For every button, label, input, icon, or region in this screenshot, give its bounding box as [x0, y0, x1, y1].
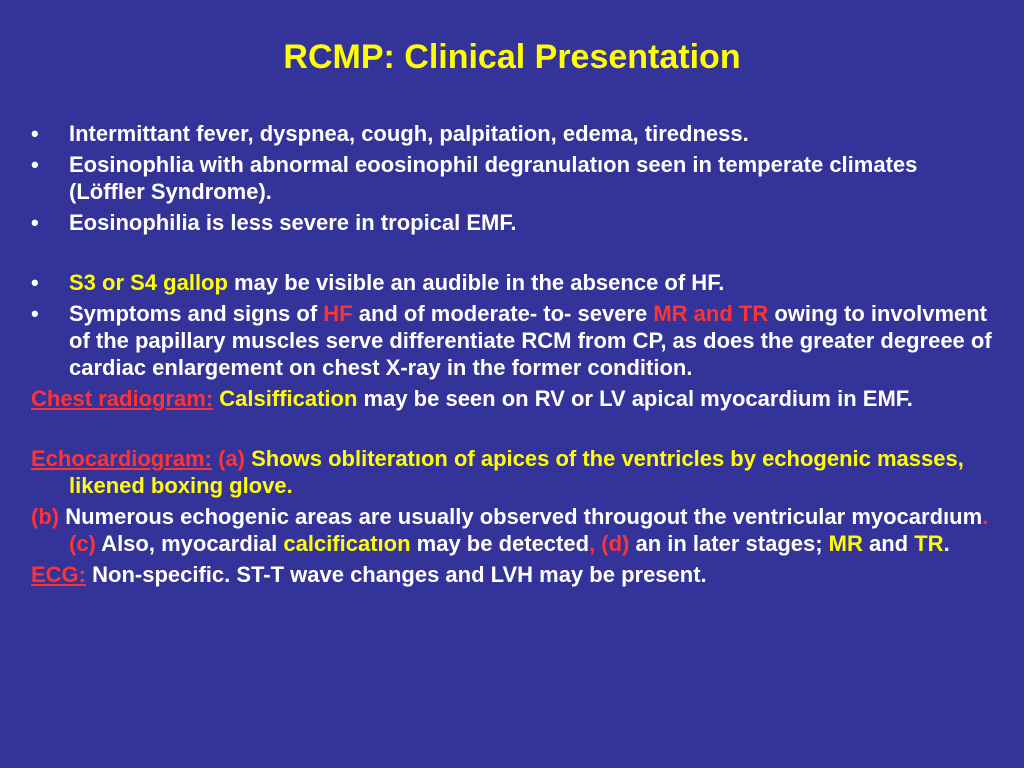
chest-radiogram-paragraph [31, 385, 996, 412]
gallop-text: may be visible an audible in the absence of HF. [227, 270, 725, 295]
gallop-highlight: S3 or S4 gallop [69, 270, 228, 295]
echo-finding-b: Numerous echogenic areas are usually observed througout the ventricular myocardıum [59, 504, 983, 529]
echo-finding-c: Also, myocardial [95, 531, 284, 556]
bullet-differentiation [31, 300, 996, 381]
diff-text-b: and of moderate- to- severe [352, 301, 654, 326]
mr-tr-highlight: MR and TR [653, 301, 769, 326]
diff-text-a: Symptoms and signs of [69, 301, 324, 326]
chest-radiogram-label: Chest radiogram: [31, 386, 214, 411]
calcification-echo-highlight: calcificatıon [283, 531, 411, 556]
echo-end: . [943, 531, 950, 556]
echo-marker-d: , (d) [589, 531, 630, 556]
tr-highlight: TR [914, 531, 944, 556]
echo-marker-c: . (c) [69, 504, 989, 556]
bullet-gallop [31, 269, 996, 296]
slide-body [31, 120, 996, 588]
echocardiogram-paragraph [31, 445, 996, 499]
bullet-symptoms [31, 120, 996, 147]
diff-text-c: owing to involvment of the papillary muscles serve differentiate RCM from CP, as does the greater degreee of cardiac enlargement on chest X-ray in the former condition. [69, 301, 992, 380]
mr-highlight: MR [828, 531, 863, 556]
echo-findings-bcd [31, 503, 996, 557]
bullet-symptoms-text: Intermittant fever, dyspnea, cough, palpitation, edema, tiredness. [69, 121, 749, 146]
bullet-eosinophilia-tropical [31, 209, 996, 236]
echocardiogram-label: Echocardiogram: [31, 446, 212, 471]
echo-finding-c-rest: may be detected [410, 531, 590, 556]
hf-highlight: HF [323, 301, 353, 326]
ecg-text: Non-specific. ST-T wave changes and LVH may be present. [86, 562, 707, 587]
echo-finding-a: Shows obliteratıon of apices of the ventricles by echogenic masses, likened boxing glove. [69, 446, 964, 498]
bullet-eosinophilia-temperate-text: Eosinophlia with abnormal eoosinophil degranulatıon seen in temperate climates (Löffler Syndrome). [69, 152, 918, 204]
ecg-paragraph [31, 561, 996, 588]
bullet-eosinophilia-tropical-text: Eosinophilia is less severe in tropical EMF. [69, 210, 517, 235]
echo-marker-b: (b) [31, 504, 60, 529]
bullet-eosinophilia-temperate [31, 151, 996, 205]
ecg-label: ECG: [31, 562, 86, 587]
slide-title: RCMP: Clinical Presentation [283, 38, 741, 76]
echo-and: and [862, 531, 915, 556]
chest-radiogram-text: may be seen on RV or LV apical myocardium in EMF. [357, 386, 913, 411]
echo-marker-a: (a) [218, 446, 245, 471]
echo-finding-d: an in later stages; [629, 531, 829, 556]
calcification-highlight: Calsiffication [219, 386, 358, 411]
